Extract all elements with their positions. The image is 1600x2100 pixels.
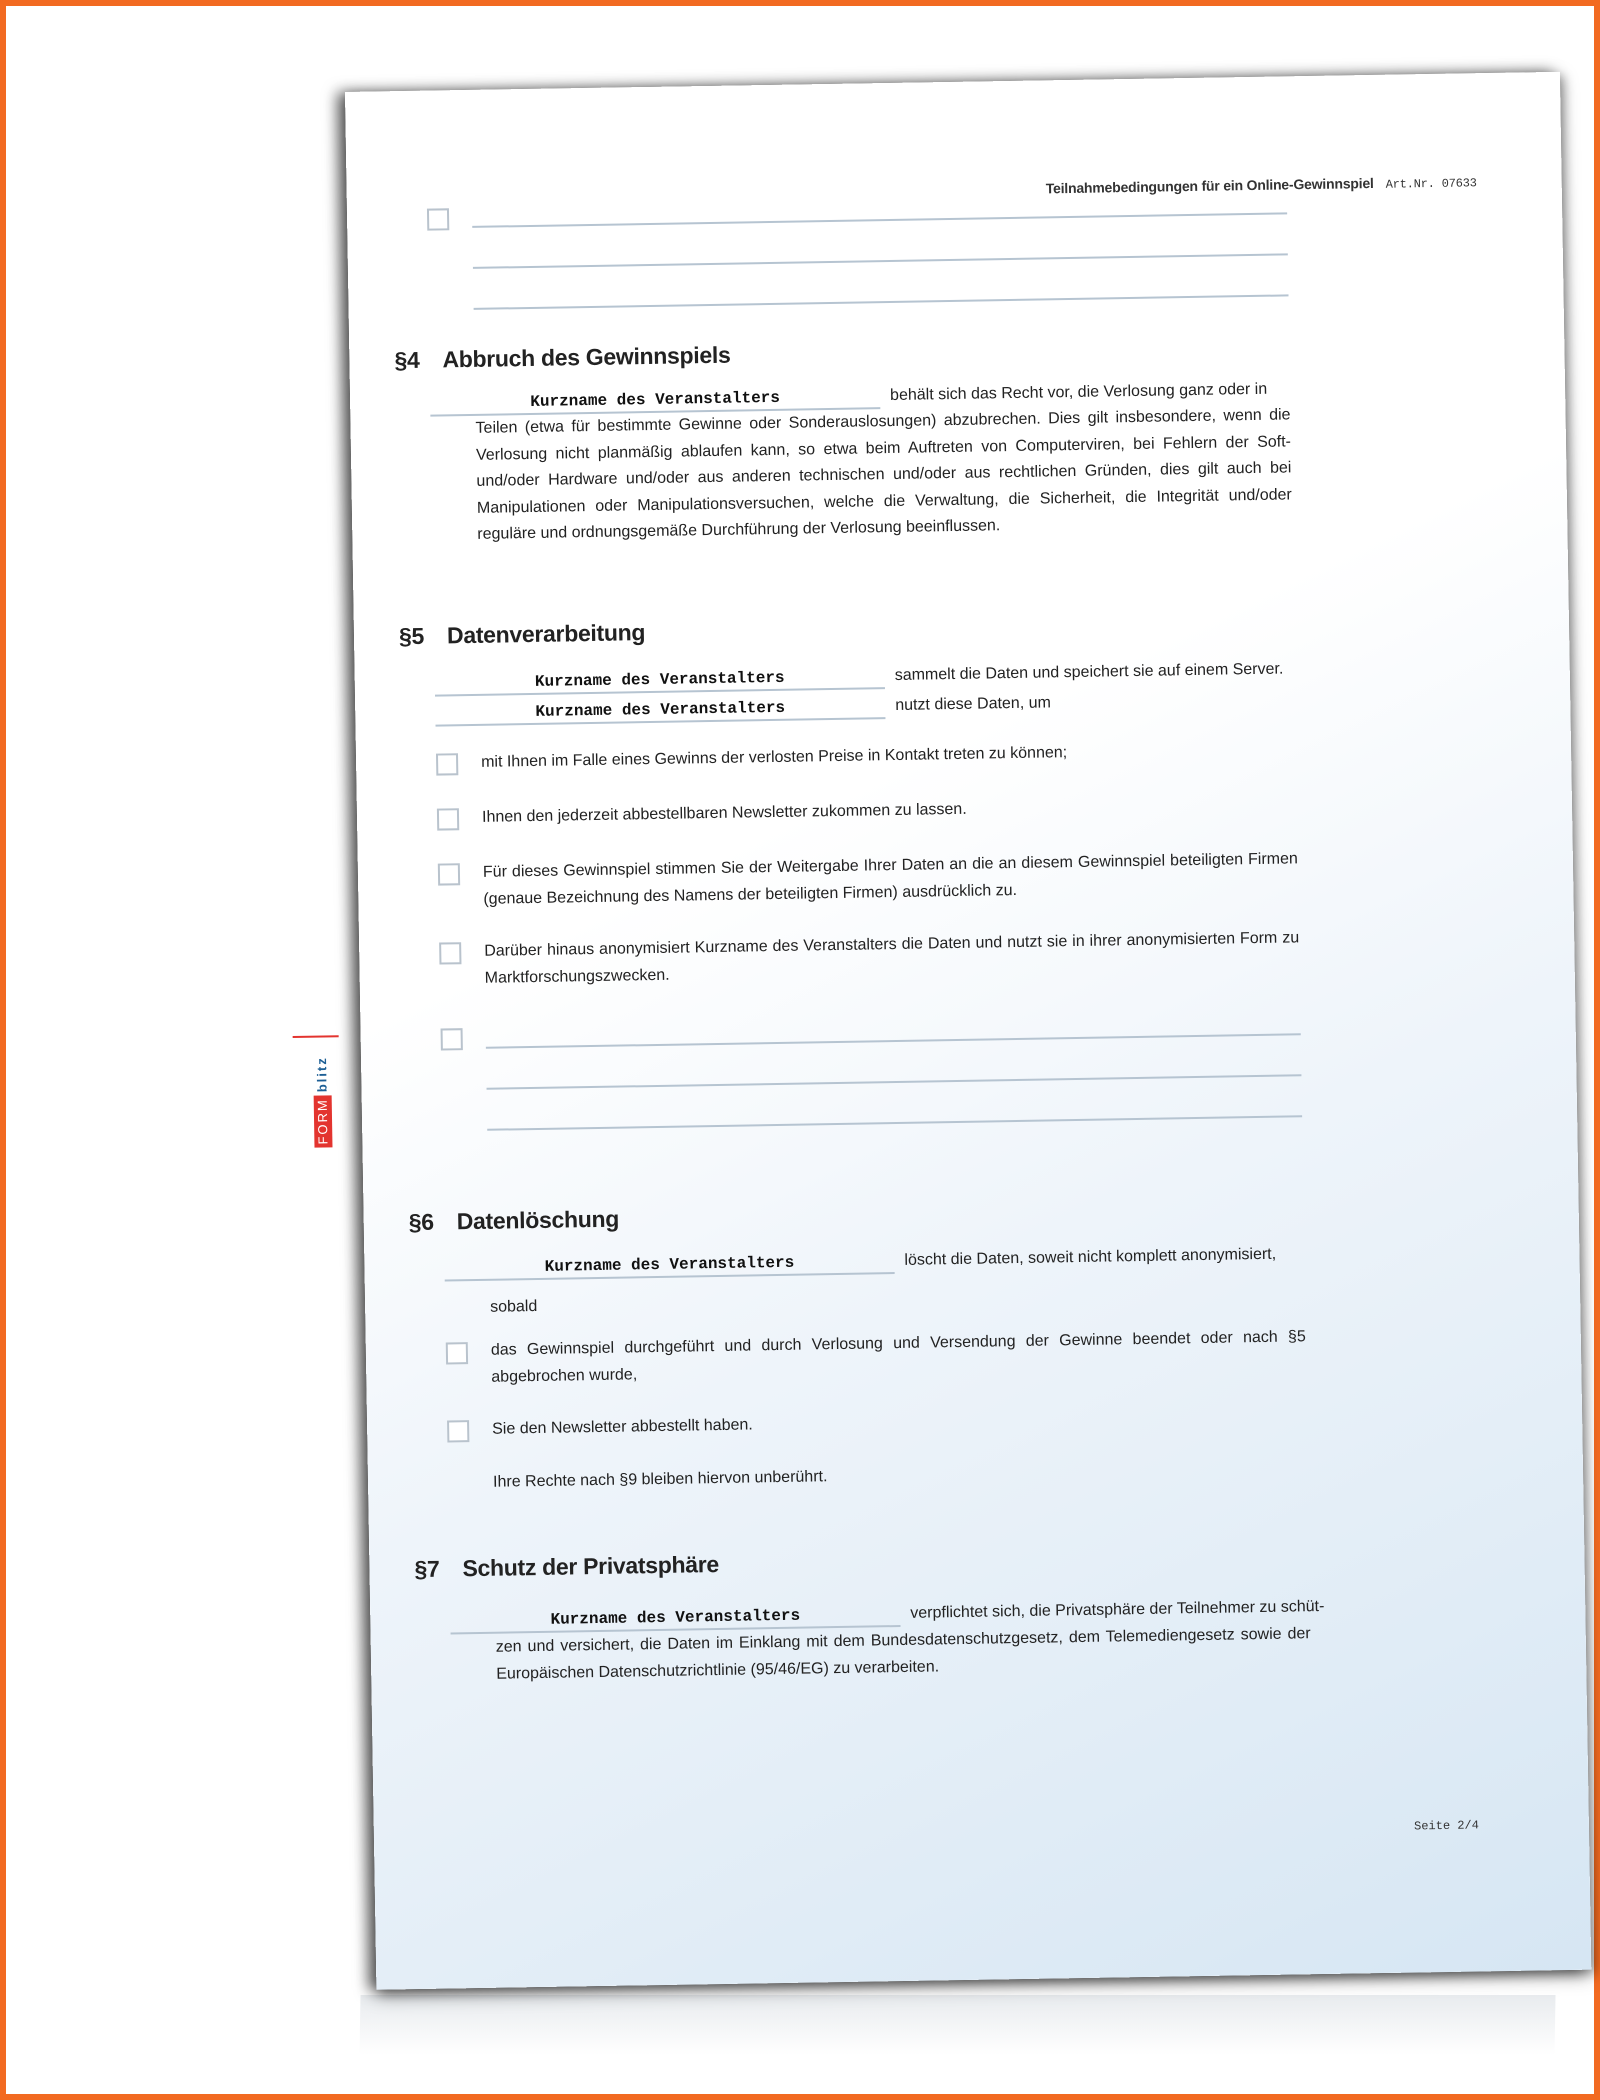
section-5-item-3: Für dieses Gewinnspiel stimmen Sie der Weitergabe Ihrer Daten an die an diesem Gewinnspiel beteiligten Firmen (genaue Bezeichnung des Namens der beteiligten Firmen) ausdrücklich zu. — [482, 850, 1298, 908]
section-7-line1: verpflichtet sich, die Privatsphäre der Teilnehmer zu schüt- — [910, 1597, 1325, 1622]
section-number: §7 — [414, 1555, 440, 1583]
organizer-name-field[interactable]: Kurzname des Veranstalters — [444, 1250, 894, 1281]
section-5-line1: sammelt die Daten und speichert sie auf einem Server. — [894, 660, 1284, 684]
organizer-name-field[interactable]: Kurzname des Veranstalters — [435, 665, 885, 696]
section-7-heading — [414, 1551, 719, 1583]
page-reflection — [359, 1995, 1555, 2055]
blank-line[interactable] — [473, 253, 1288, 269]
section-title: Datenlöschung — [456, 1205, 620, 1235]
section-number: §6 — [408, 1208, 434, 1236]
section-4-heading — [394, 342, 730, 375]
checkbox-newsletter[interactable] — [437, 808, 459, 830]
section-6-line1: löscht die Daten, soweit nicht komplett anonymisiert, — [904, 1245, 1277, 1269]
formblitz-logo — [313, 1037, 333, 1147]
section-5-heading — [399, 619, 646, 650]
section-title: Abbruch des Gewinnspiels — [442, 341, 731, 373]
checkbox-unsubscribed[interactable] — [447, 1420, 469, 1442]
organizer-name-field[interactable]: Kurzname des Veranstalters — [430, 385, 880, 416]
section-5-item-2: Ihnen den jederzeit abbestellbaren Newsletter zukommen zu lassen. — [481, 800, 967, 826]
checkbox-custom-top[interactable] — [427, 208, 449, 230]
section-5-item-4: Darüber hinaus anonymisiert Kurzname des Veranstalters die Daten und nutzt sie in ihrer anonymisierten Form zu Marktforschungszwecken. — [484, 929, 1300, 987]
section-6-line2: sobald — [490, 1297, 538, 1316]
section-4-body: Teilen (etwa für bestimmte Gewinne oder Sonderauslosungen) abzubrechen. Dies gilt insbesondere, wenn die Verlosung nicht planmäßig ablaufen kann, so etwa beim Auftreten von Computerviren, bei Fehlern der Soft- und/oder Hardware und/oder aus anderen technischen und/oder aus rechtlichen Gründen, dies gilt auch bei Manipulationen oder Manipulationsversuchen, welche die Verwaltung, die Sicherheit, die Integrität und/oder reguläre und ordnungsgemäße Durchführung der Verlosung beeinflussen. — [475, 406, 1292, 543]
article-number: Art.Nr. 07633 — [1385, 176, 1477, 192]
logo-text-form: FORM — [314, 1095, 333, 1148]
section-6-note: Ihre Rechte nach §9 bleiben hiervon unberührt. — [492, 1468, 828, 1491]
organizer-name-field[interactable]: Kurzname des Veranstalters — [450, 1603, 900, 1634]
document-page — [313, 72, 1591, 1990]
section-number: §4 — [394, 346, 420, 374]
checkbox-custom[interactable] — [441, 1028, 463, 1050]
blank-line[interactable] — [486, 1033, 1301, 1049]
section-6-item-2: Sie den Newsletter abbestellt haben. — [492, 1416, 753, 1438]
section-4-line1: behält sich das Recht vor, die Verlosung ganz oder in — [889, 380, 1268, 405]
logo-text-blitz: blitz — [313, 1056, 330, 1093]
section-title: Datenverarbeitung — [446, 619, 646, 649]
organizer-name-field[interactable]: Kurzname des Veranstalters — [435, 695, 885, 726]
checkbox-contact[interactable] — [436, 753, 458, 775]
section-number: §5 — [398, 622, 425, 650]
blank-line[interactable] — [487, 1115, 1302, 1131]
section-6-item-1: das Gewinnspiel durchgeführt und durch Verlosung und Versendung der Gewinne beendet oder nach §5 abgebrochen wurde, — [490, 1328, 1306, 1386]
checkbox-anonymization[interactable] — [439, 942, 461, 964]
page-header — [1046, 173, 1477, 197]
section-5-item-1: mit Ihnen im Falle eines Gewinns der verlosten Preise in Kontakt treten zu können; — [480, 744, 1068, 771]
page-number: Seite 2/4 — [1413, 1818, 1480, 1834]
section-5-line2: nutzt diese Daten, um — [895, 694, 1052, 714]
checkbox-game-ended[interactable] — [446, 1342, 468, 1364]
blank-line[interactable] — [487, 1074, 1302, 1090]
section-title: Schutz der Privatsphäre — [462, 1551, 720, 1582]
blank-line[interactable] — [474, 294, 1289, 310]
blank-line[interactable] — [472, 212, 1287, 228]
section-6-heading — [409, 1206, 620, 1236]
document-title: Teilnahmebedingungen für ein Online-Gewinnspiel — [1045, 174, 1374, 197]
section-7-body: zen und versichert, die Daten im Einklang mit dem Bundesdatenschutzgesetz, dem Telemediengesetz sowie der Europäischen Datenschutzrichtlinie (95/46/EG) zu verarbeiten. — [495, 1625, 1311, 1683]
checkbox-data-sharing[interactable] — [438, 863, 460, 885]
